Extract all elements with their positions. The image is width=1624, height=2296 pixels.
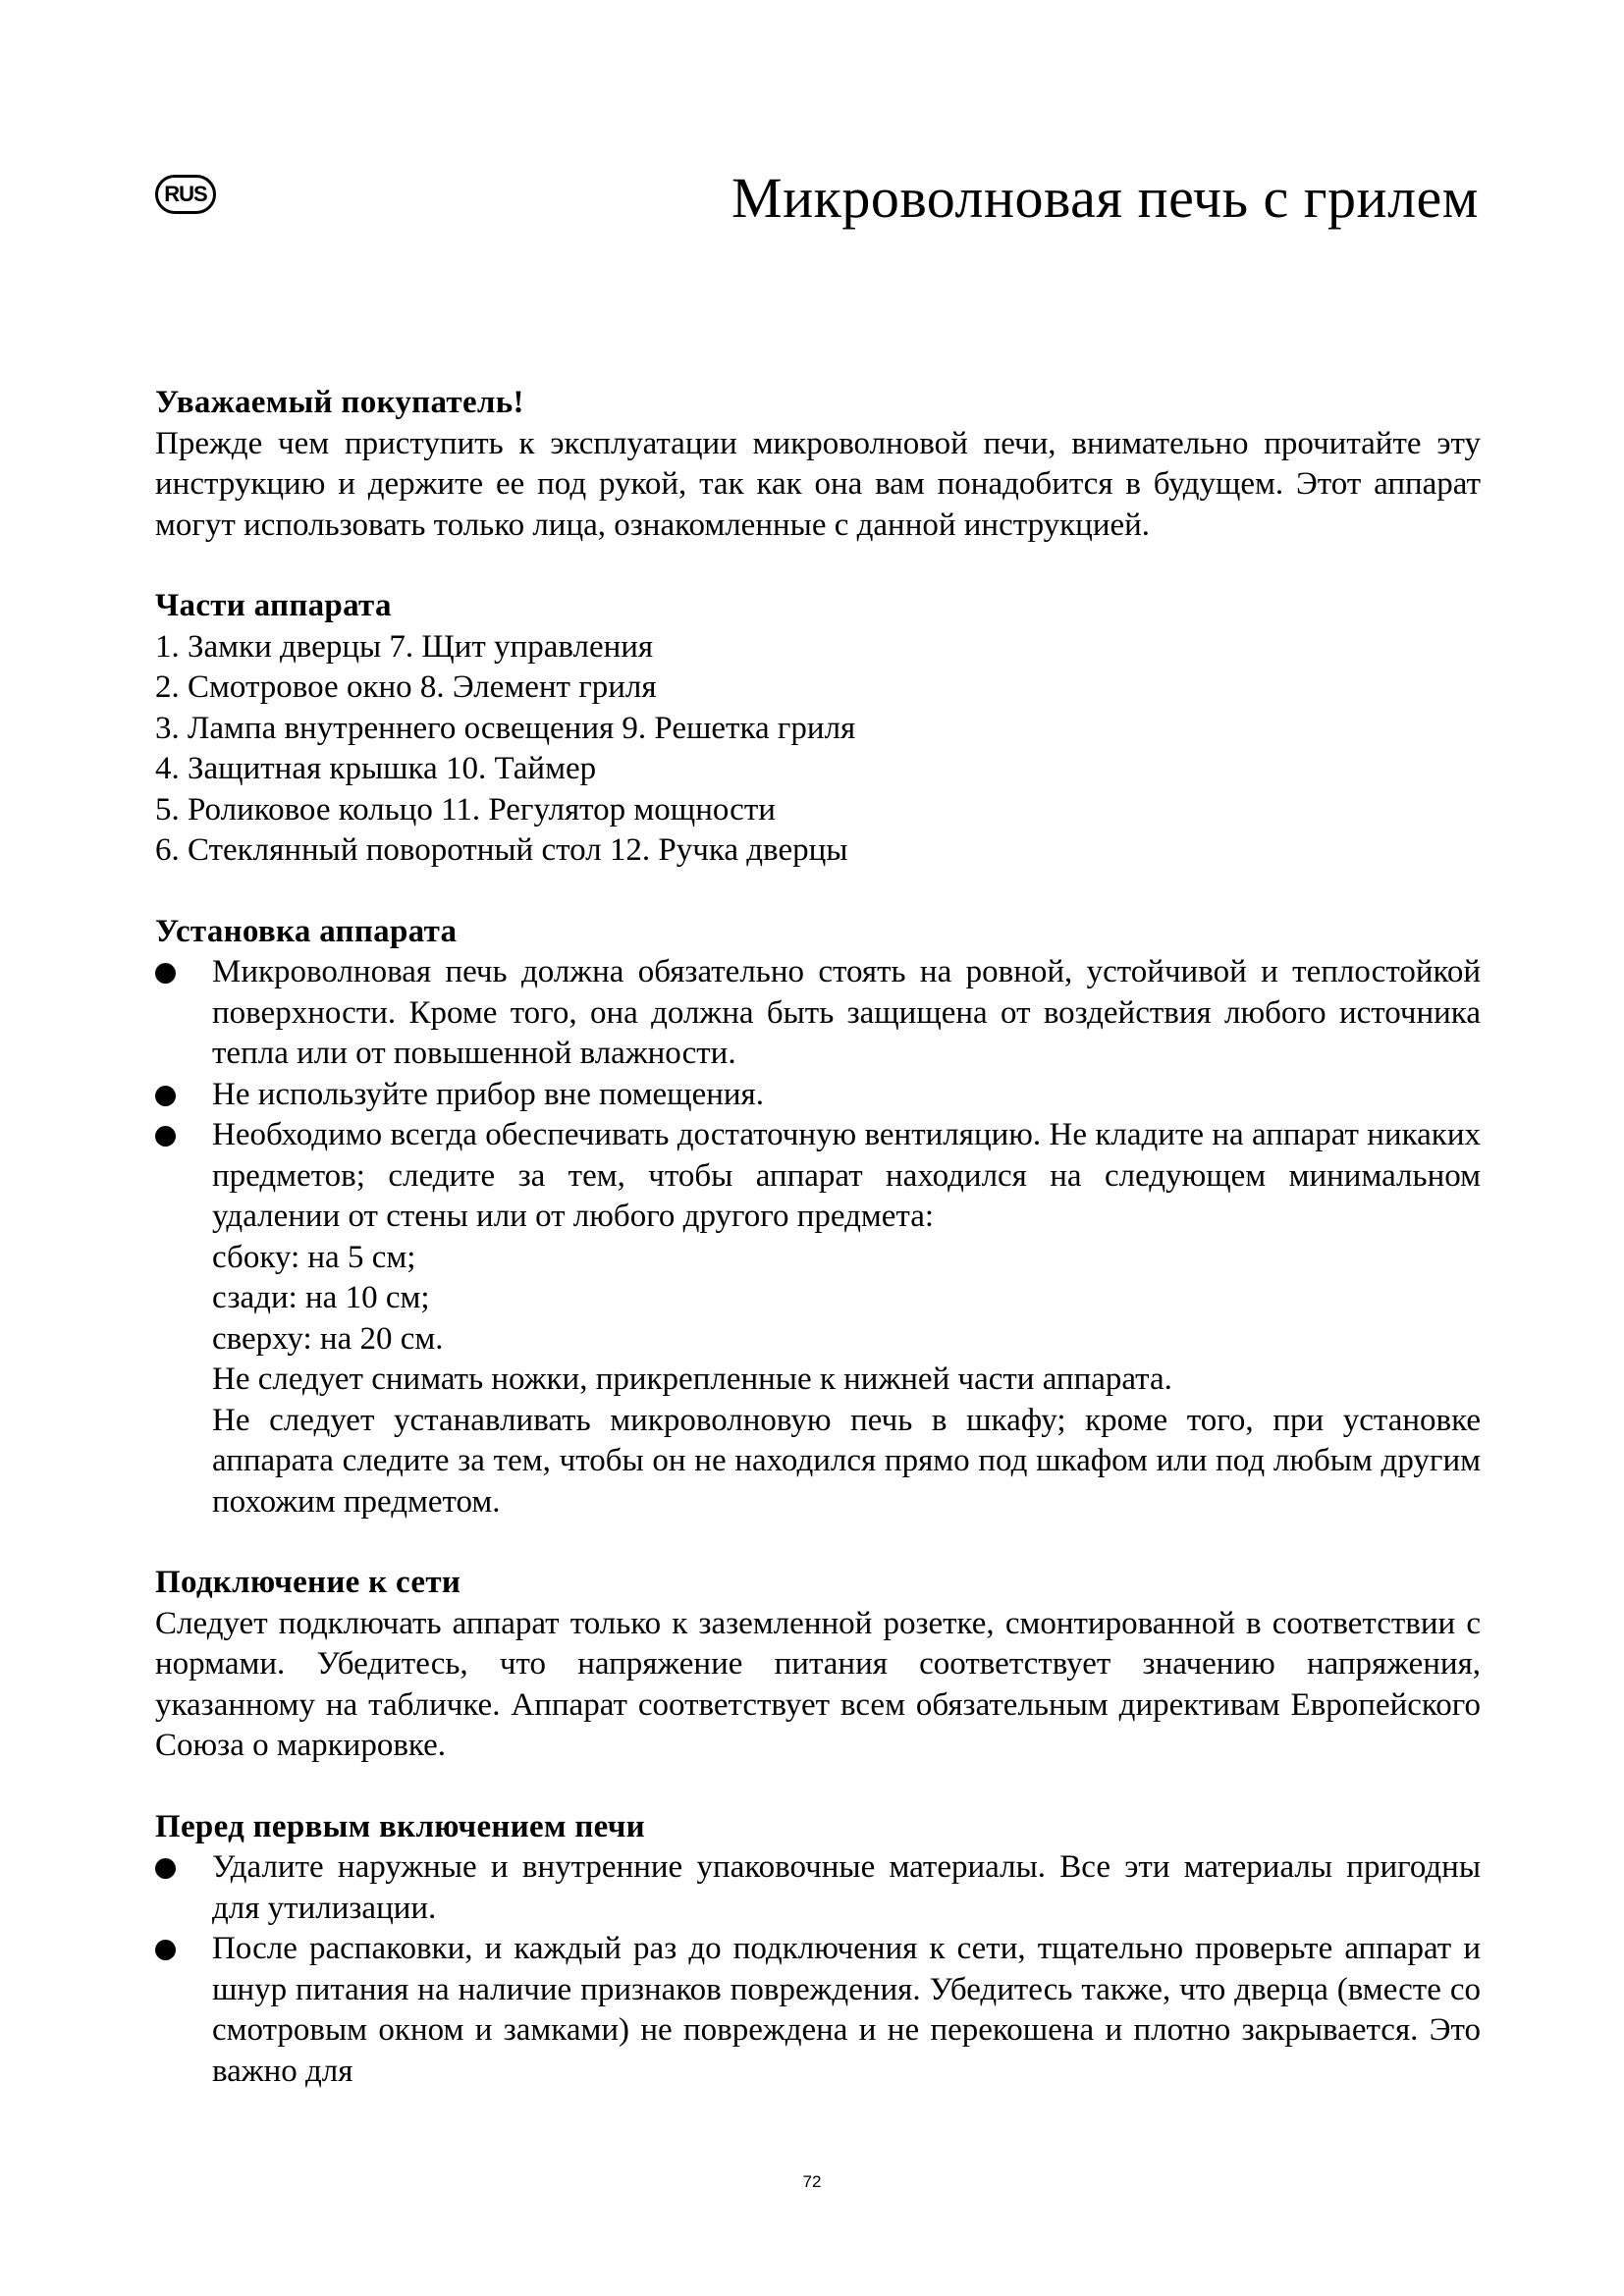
bullet-text: Не используйте прибор вне помещения. (212, 1076, 764, 1112)
page-number: 72 (802, 2172, 822, 2191)
document-body (155, 383, 1481, 2132)
bullet-icon (155, 963, 176, 984)
bullet-text: После распаковки, и каждый раз до подключения к сети, тщательно проверьте аппарат и шнур питания на наличие признаков повреждения. Убедитесь также, что дверца (вместе со смотровым окном и замками) не повреждена и не перекошена и плотно закрывается. Это важно для (212, 1931, 1481, 2089)
list-item: 5. Роликовое кольцо 11. Регулятор мощности (155, 791, 776, 828)
bullet-item (155, 1847, 1481, 1929)
bullet-icon (155, 1940, 176, 1960)
list-item: 6. Стеклянный поворотный стол 12. Ручка дверцы (155, 832, 848, 868)
bullet-list (155, 1847, 1481, 2092)
section-greeting (155, 383, 1481, 546)
bullet-icon (155, 1858, 176, 1879)
section-heading: Подключение к сети (155, 1565, 461, 1600)
section-heading: Установка аппарата (155, 913, 458, 949)
list-item: 1. Замки дверцы 7. Щит управления (155, 628, 654, 665)
distance-top: сверху: на 20 см. (212, 1320, 444, 1357)
distance-side: сбоку: на 5 см; (212, 1239, 416, 1275)
section-first-use (155, 1807, 1481, 2093)
bullet-item (155, 1115, 1481, 1522)
bullet-icon (155, 1086, 176, 1106)
bullet-text: Микроволновая печь должна обязательно стоять на ровной, устойчивой и теплостойкой поверхности. Кроме того, она должна быть защищена от воздействия любого источника тепла или от повышенной влажности. (212, 954, 1481, 1071)
bullet-text: Необходимо всегда обеспечивать достаточную вентиляцию. Не кладите на аппарат никаких предметов; следите за тем, чтобы аппарат находился на следующем минимальном удалении от стены или от любого другого предмета: (212, 1117, 1481, 1234)
list-item: 3. Лампа внутреннего освещения 9. Решетка гриля (155, 710, 856, 746)
distance-back: сзади: на 10 см; (212, 1280, 430, 1315)
section-connection (155, 1563, 1481, 1767)
lang-badge: RUS (155, 175, 216, 214)
paragraph: Прежде чем приступить к эксплуатации микроволновой печи, внимательно прочитайте эту инструкцию и держите ее под рукой, так как она вам понадобится в будущем. Этот аппарат могут использовать только лица, ознакомленные с данной инструкцией. (155, 425, 1481, 543)
note-feet: Не следует снимать ножки, прикрепленные к нижней части аппарата. (212, 1362, 1172, 1397)
note-cabinet: Не следует устанавливать микроволновую печь в шкафу; кроме того, при установке аппарата следите за тем, чтобы он не находился прямо под шкафом или под любым другим похожим предметом. (212, 1402, 1481, 1520)
section-installation (155, 912, 1481, 1523)
bullet-item (155, 1075, 1481, 1116)
page-title: Микроволновая печь с грилем (731, 166, 1479, 230)
section-parts (155, 586, 1481, 872)
list-item: 4. Защитная крышка 10. Таймер (155, 751, 597, 786)
bullet-icon (155, 1126, 176, 1147)
bullet-item (155, 952, 1481, 1075)
paragraph: Следует подключать аппарат только к заземленной розетке, смонтированной в соответствии с нормами. Убедитесь, что напряжение питания соответствует значению напряжения, указанному на табличке. Аппарат соответствует всем обязательным директивам Европейского Союза о маркировке. (155, 1605, 1481, 1763)
bullet-text: Удалите наружные и внутренние упаковочные материалы. Все эти материалы пригодны для утилизации. (212, 1849, 1481, 1926)
section-heading: Уважаемый покупатель! (155, 385, 524, 420)
section-heading: Перед первым включением печи (155, 1808, 645, 1844)
section-heading: Части аппарата (155, 588, 392, 623)
bullet-item (155, 1929, 1481, 2092)
parts-list (155, 627, 1481, 872)
bullet-list (155, 952, 1481, 1522)
list-item: 2. Смотровое окно 8. Элемент гриля (155, 669, 657, 705)
